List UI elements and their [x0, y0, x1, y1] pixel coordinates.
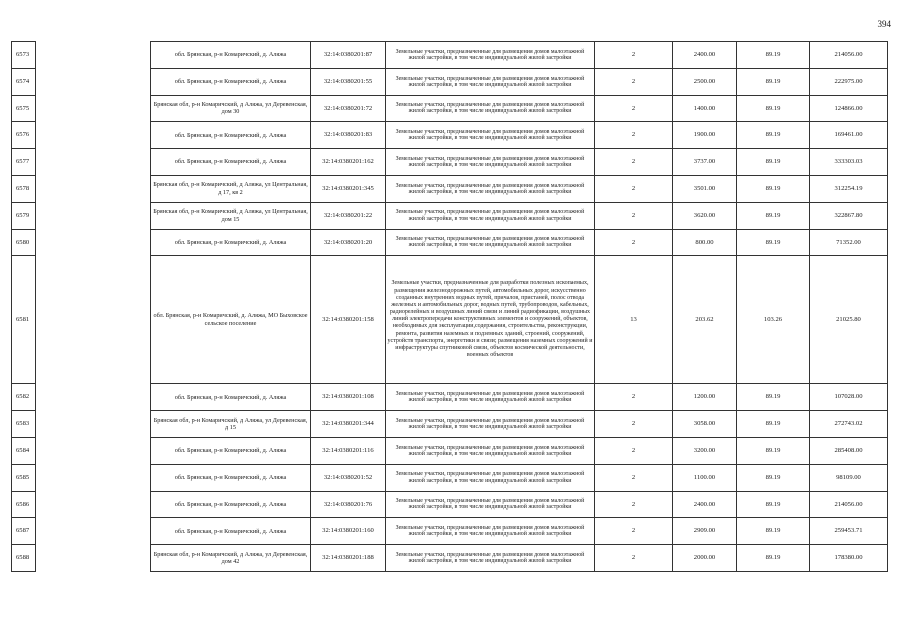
area-cell: 2500.00: [673, 68, 737, 95]
table-row: [12, 464, 888, 491]
cadastral-number-cell: 32:14:0380201:55: [311, 68, 386, 95]
blank-cell: [36, 229, 151, 256]
address-cell: обл. Брянская, р-н Комаричский, д. Аляжа: [151, 149, 311, 176]
cadastral-number-cell: 32:14:0380201:116: [311, 437, 386, 464]
cadastral-value-cell: 333303.03: [810, 149, 888, 176]
table-row: [12, 545, 888, 572]
row-number: 6578: [12, 175, 36, 202]
cadastral-value-cell: 124866.00: [810, 95, 888, 122]
table-row: [12, 384, 888, 411]
row-number: 6583: [12, 411, 36, 438]
specific-value-cell: 89.19: [737, 491, 810, 518]
cadastral-value-cell: 259453.71: [810, 518, 888, 545]
area-cell: 203.62: [673, 256, 737, 384]
group-code-cell: 13: [595, 256, 673, 384]
cadastral-value-cell: 178380.00: [810, 545, 888, 572]
address-cell: Брянская обл, р-н Комаричский, д Аляжа, ул Деревенская, дом 30: [151, 95, 311, 122]
land-use-cell: Земельные участки, предназначенные для размещения домов малоэтажной жилой застройки, в том числе индивидуальной жилой застройки: [386, 545, 595, 572]
address-cell: обл. Брянская, р-н Комаричский, д. Аляжа: [151, 229, 311, 256]
table-row: [12, 122, 888, 149]
specific-value-cell: 89.19: [737, 464, 810, 491]
land-use-cell: Земельные участки, предназначенные для разработки полезных ископаемых, размещения железнодорожных путей, автомобильных дорог, искусственно созданных внутренних водных путей, причалов, пристаней, полос отвода железных и автомобильных дорог, водных путей, трубопроводов, кабельных, радиорелейных и воздушных линий связи и линий радиофикации, воздушных линий электропередачи конструктивных элементов и сооружений, объектов, необходимых для эксплуатации,содержания, строительства, реконструкции, ремонта, развития наземных и подземных зданий, строений, сооружений, устройств транспорта, энергетики и связи; размещения наземных сооружений и инфраструктуры спутниковой связи, объектов космической деятельности, военных объектов: [386, 256, 595, 384]
cadastral-value-cell: 21025.80: [810, 256, 888, 384]
address-cell: Брянская обл, р-н Комаричский, д Аляжа, ул Деревенская, д 15: [151, 411, 311, 438]
table-row: [12, 411, 888, 438]
area-cell: 3501.00: [673, 175, 737, 202]
cadastral-number-cell: 32:14:0380201:20: [311, 229, 386, 256]
cadastral-value-cell: 222975.00: [810, 68, 888, 95]
specific-value-cell: 89.19: [737, 384, 810, 411]
table-row: [12, 175, 888, 202]
area-cell: 1100.00: [673, 464, 737, 491]
land-use-cell: Земельные участки, предназначенные для размещения домов малоэтажной жилой застройки, в том числе индивидуальной жилой застройки: [386, 229, 595, 256]
cadastral-number-cell: 32:14:0380201:162: [311, 149, 386, 176]
land-use-cell: Земельные участки, предназначенные для размещения домов малоэтажной жилой застройки, в том числе индивидуальной жилой застройки: [386, 437, 595, 464]
group-code-cell: 2: [595, 95, 673, 122]
blank-cell: [36, 411, 151, 438]
address-cell: обл. Брянская, р-н Комаричский, д. Аляжа: [151, 464, 311, 491]
cadastral-number-cell: 32:14:0380201:108: [311, 384, 386, 411]
address-cell: обл. Брянская, р-н Комаричский, д. Аляжа, МО Быховское сельское поселение: [151, 256, 311, 384]
table-row: [12, 95, 888, 122]
blank-cell: [36, 491, 151, 518]
blank-cell: [36, 175, 151, 202]
group-code-cell: 2: [595, 68, 673, 95]
cadastral-value-cell: 107028.00: [810, 384, 888, 411]
address-cell: Брянская обл, р-н Комаричский, д Аляжа, ул Деревенская, дом 42: [151, 545, 311, 572]
row-number: 6573: [12, 42, 36, 69]
blank-cell: [36, 122, 151, 149]
table-row: [12, 491, 888, 518]
group-code-cell: 2: [595, 229, 673, 256]
specific-value-cell: 89.19: [737, 518, 810, 545]
address-cell: обл. Брянская, р-н Комаричский, д. Аляжа: [151, 491, 311, 518]
land-use-cell: Земельные участки, предназначенные для размещения домов малоэтажной жилой застройки, в том числе индивидуальной жилой застройки: [386, 68, 595, 95]
area-cell: 800.00: [673, 229, 737, 256]
cadastral-value-table: [11, 41, 888, 572]
table-row: [12, 256, 888, 384]
specific-value-cell: 89.19: [737, 95, 810, 122]
group-code-cell: 2: [595, 518, 673, 545]
specific-value-cell: 89.19: [737, 122, 810, 149]
blank-cell: [36, 545, 151, 572]
cadastral-number-cell: 32:14:0380201:83: [311, 122, 386, 149]
blank-cell: [36, 42, 151, 69]
land-use-cell: Земельные участки, предназначенные для размещения домов малоэтажной жилой застройки, в том числе индивидуальной жилой застройки: [386, 411, 595, 438]
row-number: 6588: [12, 545, 36, 572]
land-use-cell: Земельные участки, предназначенные для размещения домов малоэтажной жилой застройки, в том числе индивидуальной жилой застройки: [386, 95, 595, 122]
group-code-cell: 2: [595, 149, 673, 176]
group-code-cell: 2: [595, 122, 673, 149]
row-number: 6586: [12, 491, 36, 518]
row-number: 6581: [12, 256, 36, 384]
row-number: 6577: [12, 149, 36, 176]
address-cell: обл. Брянская, р-н Комаричский, д. Аляжа: [151, 42, 311, 69]
group-code-cell: 2: [595, 437, 673, 464]
land-use-cell: Земельные участки, предназначенные для размещения домов малоэтажной жилой застройки, в том числе индивидуальной жилой застройки: [386, 42, 595, 69]
cadastral-number-cell: 32:14:0380201:344: [311, 411, 386, 438]
row-number: 6584: [12, 437, 36, 464]
blank-cell: [36, 437, 151, 464]
row-number: 6579: [12, 202, 36, 229]
cadastral-number-cell: 32:14:0380201:345: [311, 175, 386, 202]
area-cell: 3737.00: [673, 149, 737, 176]
cadastral-value-cell: 312254.19: [810, 175, 888, 202]
table-row: [12, 202, 888, 229]
group-code-cell: 2: [595, 464, 673, 491]
land-use-cell: Земельные участки, предназначенные для размещения домов малоэтажной жилой застройки, в том числе индивидуальной жилой застройки: [386, 202, 595, 229]
table-row: [12, 68, 888, 95]
row-number: 6575: [12, 95, 36, 122]
row-number: 6576: [12, 122, 36, 149]
group-code-cell: 2: [595, 545, 673, 572]
specific-value-cell: 89.19: [737, 229, 810, 256]
blank-cell: [36, 202, 151, 229]
row-number: 6574: [12, 68, 36, 95]
address-cell: Брянская обл, р-н Комаричский, д Аляжа, ул Центральная, д 17, кв 2: [151, 175, 311, 202]
specific-value-cell: 89.19: [737, 411, 810, 438]
blank-cell: [36, 68, 151, 95]
blank-cell: [36, 95, 151, 122]
table-row: [12, 149, 888, 176]
specific-value-cell: 103.26: [737, 256, 810, 384]
land-use-cell: Земельные участки, предназначенные для размещения домов малоэтажной жилой застройки, в том числе индивидуальной жилой застройки: [386, 491, 595, 518]
cadastral-value-cell: 169461.00: [810, 122, 888, 149]
cadastral-value-cell: 285408.00: [810, 437, 888, 464]
area-cell: 3058.00: [673, 411, 737, 438]
specific-value-cell: 89.19: [737, 149, 810, 176]
cadastral-number-cell: 32:14:0380201:87: [311, 42, 386, 69]
specific-value-cell: 89.19: [737, 202, 810, 229]
area-cell: 2400.00: [673, 42, 737, 69]
area-cell: 2000.00: [673, 545, 737, 572]
table-row: [12, 42, 888, 69]
area-cell: 2909.00: [673, 518, 737, 545]
cadastral-number-cell: 32:14:0380201:72: [311, 95, 386, 122]
blank-cell: [36, 464, 151, 491]
address-cell: обл. Брянская, р-н Комаричский, д. Аляжа: [151, 384, 311, 411]
group-code-cell: 2: [595, 42, 673, 69]
land-use-cell: Земельные участки, предназначенные для размещения домов малоэтажной жилой застройки, в том числе индивидуальной жилой застройки: [386, 518, 595, 545]
area-cell: 2400.00: [673, 491, 737, 518]
specific-value-cell: 89.19: [737, 42, 810, 69]
cadastral-number-cell: 32:14:0380201:52: [311, 464, 386, 491]
land-use-cell: Земельные участки, предназначенные для размещения домов малоэтажной жилой застройки, в том числе индивидуальной жилой застройки: [386, 384, 595, 411]
group-code-cell: 2: [595, 491, 673, 518]
cadastral-value-cell: 272743.02: [810, 411, 888, 438]
row-number: 6580: [12, 229, 36, 256]
specific-value-cell: 89.19: [737, 545, 810, 572]
cadastral-value-cell: 98109.00: [810, 464, 888, 491]
page-number: 394: [877, 19, 891, 29]
land-use-cell: Земельные участки, предназначенные для размещения домов малоэтажной жилой застройки, в том числе индивидуальной жилой застройки: [386, 149, 595, 176]
land-use-cell: Земельные участки, предназначенные для размещения домов малоэтажной жилой застройки, в том числе индивидуальной жилой застройки: [386, 464, 595, 491]
address-cell: обл. Брянская, р-н Комаричский, д. Аляжа: [151, 68, 311, 95]
area-cell: 3620.00: [673, 202, 737, 229]
cadastral-number-cell: 32:14:0380201:188: [311, 545, 386, 572]
cadastral-number-cell: 32:14:0380201:160: [311, 518, 386, 545]
table-body: [12, 42, 888, 572]
row-number: 6585: [12, 464, 36, 491]
area-cell: 1900.00: [673, 122, 737, 149]
table-row: [12, 518, 888, 545]
row-number: 6587: [12, 518, 36, 545]
specific-value-cell: 89.19: [737, 68, 810, 95]
blank-cell: [36, 384, 151, 411]
row-number: 6582: [12, 384, 36, 411]
group-code-cell: 2: [595, 175, 673, 202]
land-use-cell: Земельные участки, предназначенные для размещения домов малоэтажной жилой застройки, в том числе индивидуальной жилой застройки: [386, 175, 595, 202]
address-cell: обл. Брянская, р-н Комаричский, д. Аляжа: [151, 518, 311, 545]
blank-cell: [36, 149, 151, 176]
cadastral-value-cell: 214056.00: [810, 491, 888, 518]
blank-cell: [36, 518, 151, 545]
area-cell: 3200.00: [673, 437, 737, 464]
group-code-cell: 2: [595, 202, 673, 229]
group-code-cell: 2: [595, 384, 673, 411]
area-cell: 1400.00: [673, 95, 737, 122]
cadastral-number-cell: 32:14:0380201:158: [311, 256, 386, 384]
cadastral-value-cell: 71352.00: [810, 229, 888, 256]
address-cell: обл. Брянская, р-н Комаричский, д. Аляжа: [151, 437, 311, 464]
table-row: [12, 437, 888, 464]
cadastral-value-cell: 322867.80: [810, 202, 888, 229]
cadastral-number-cell: 32:14:0380201:22: [311, 202, 386, 229]
address-cell: обл. Брянская, р-н Комаричский, д. Аляжа: [151, 122, 311, 149]
table-row: [12, 229, 888, 256]
land-use-cell: Земельные участки, предназначенные для размещения домов малоэтажной жилой застройки, в том числе индивидуальной жилой застройки: [386, 122, 595, 149]
group-code-cell: 2: [595, 411, 673, 438]
specific-value-cell: 89.19: [737, 175, 810, 202]
cadastral-number-cell: 32:14:0380201:76: [311, 491, 386, 518]
address-cell: Брянская обл, р-н Комаричский, д Аляжа, ул Центральная, дом 15: [151, 202, 311, 229]
cadastral-value-cell: 214056.00: [810, 42, 888, 69]
area-cell: 1200.00: [673, 384, 737, 411]
specific-value-cell: 89.19: [737, 437, 810, 464]
blank-cell: [36, 256, 151, 384]
